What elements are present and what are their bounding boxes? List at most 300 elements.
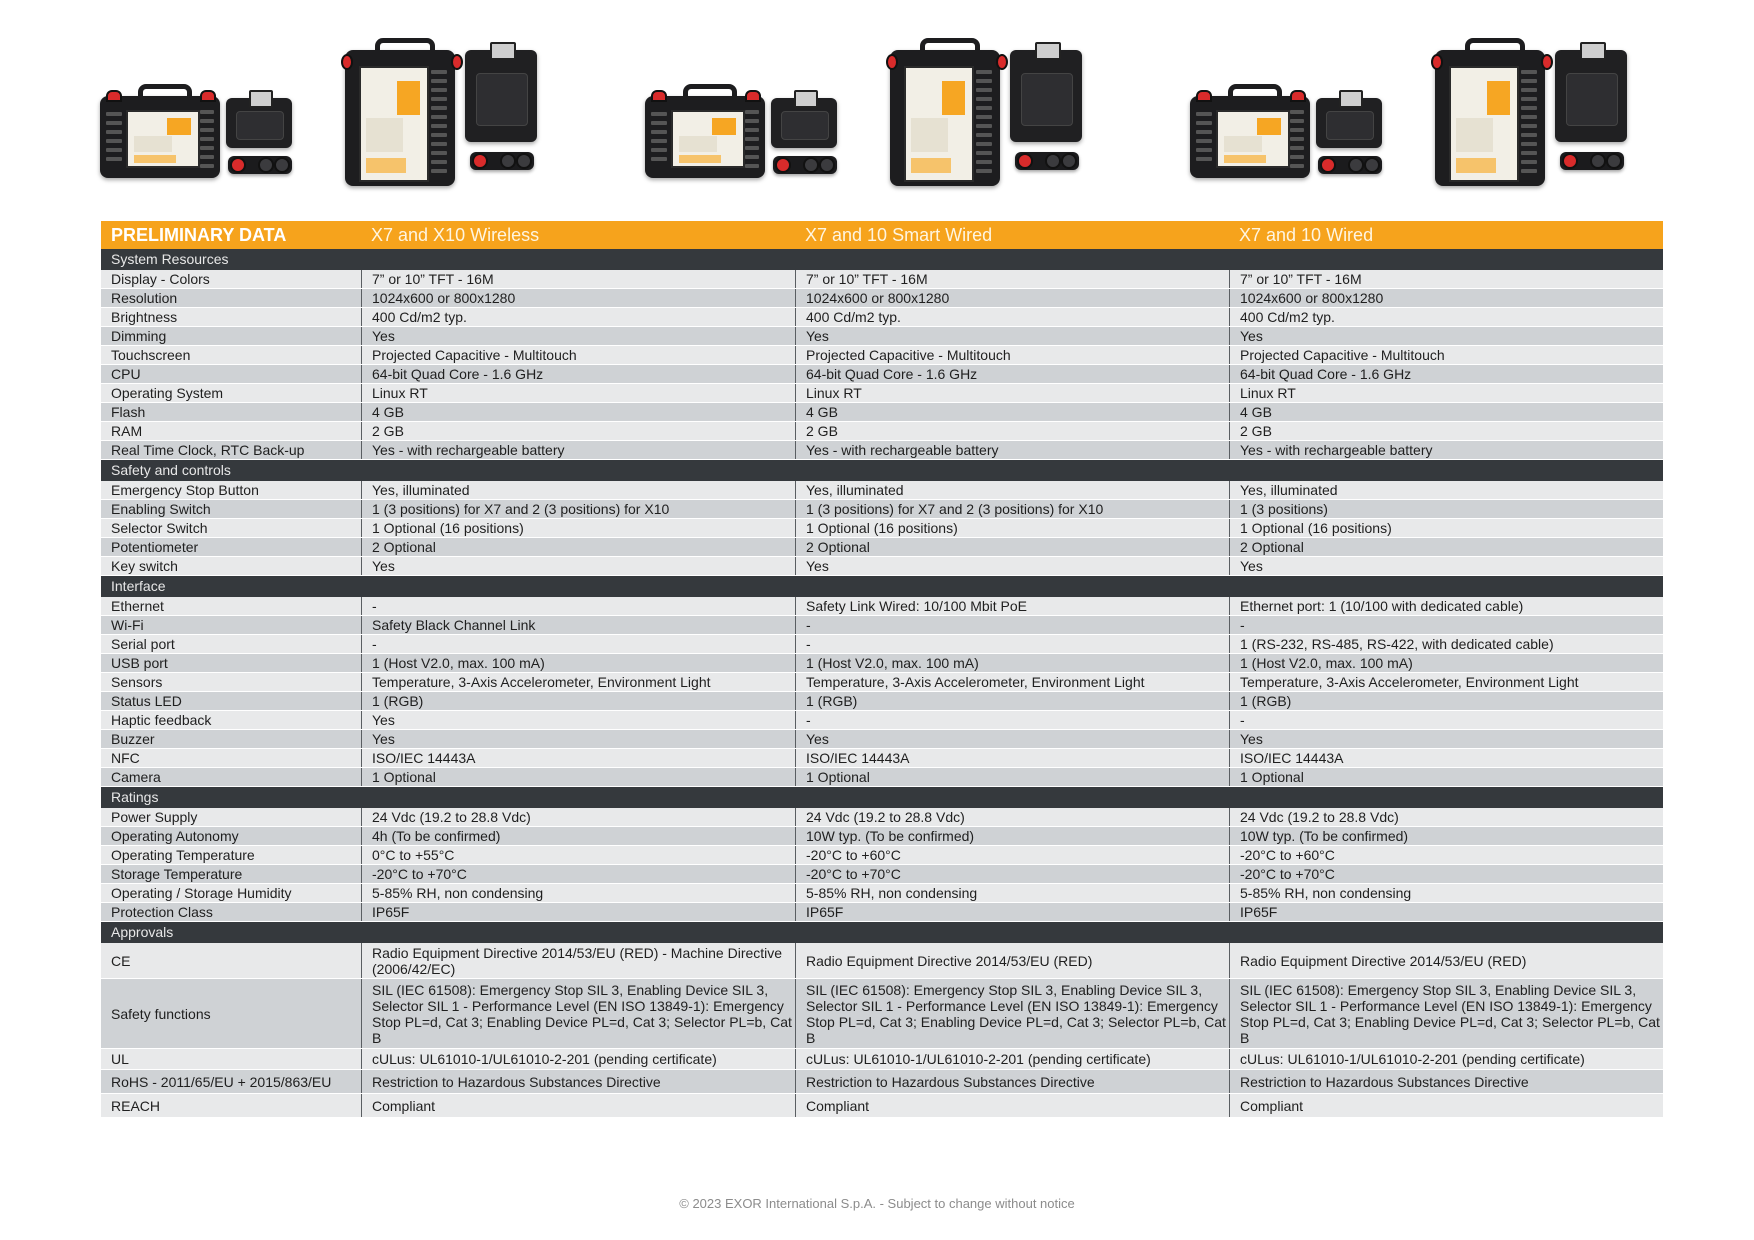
table-row: [101, 346, 1663, 365]
row-value: Safety Link Wired: 10/100 Mbit PoE: [795, 597, 1229, 615]
row-value: 1 (3 positions): [1229, 500, 1663, 518]
row-value: SIL (IEC 61508): Emergency Stop SIL 3, Enabling Device SIL 3, Selector SIL 1 - Performance Level (EN ISO 13849-1): Emergency Stop PL=d, Cat 3; Enabling Device PL=d, Cat 3; Selector PL=b, Cat B: [1229, 979, 1663, 1048]
row-label: Safety functions: [111, 1005, 211, 1022]
row-value: -: [1229, 616, 1663, 634]
table-row: [101, 597, 1663, 616]
device-back-handle: [249, 90, 273, 108]
row-value: 24 Vdc (19.2 to 28.8 Vdc): [795, 808, 1229, 826]
screen-panel: [134, 136, 173, 152]
device-key: [745, 155, 759, 159]
table-row: [101, 327, 1663, 346]
row-value: -: [361, 635, 795, 653]
row-label: Resolution: [111, 290, 178, 306]
device-key: [1290, 128, 1304, 132]
device-key: [1290, 110, 1304, 114]
device-key: [431, 115, 447, 119]
row-value: 1 (RGB): [1229, 692, 1663, 710]
row-value: 1 Optional (16 positions): [795, 519, 1229, 537]
row-value: 1 (3 positions) for X7 and 2 (3 positions) for X10: [361, 500, 795, 518]
row-value: Linux RT: [1229, 384, 1663, 402]
row-value: 1 (Host V2.0, max. 100 mA): [795, 654, 1229, 672]
device-key: [1521, 124, 1537, 128]
row-value: -: [361, 597, 795, 615]
row-value: Yes: [361, 711, 795, 729]
row-value: 5-85% RH, non condensing: [795, 884, 1229, 902]
cradle-button-icon: [472, 153, 488, 169]
device-portrait: [1435, 50, 1545, 186]
header-col-wired: X7 and 10 Wired: [1239, 224, 1374, 245]
table-row: [101, 808, 1663, 827]
device-key: [431, 88, 447, 92]
device-key: [976, 151, 992, 155]
device-key: [1196, 112, 1212, 116]
device-landscape: [1190, 96, 1310, 178]
row-value: SIL (IEC 61508): Emergency Stop SIL 3, Enabling Device SIL 3, Selector SIL 1 - Performance Level (EN ISO 13849-1): Emergency Stop PL=d, Cat 3; Enabling Device PL=d, Cat 3; Selector PL=b, Cat B: [795, 979, 1229, 1048]
row-value: 2 GB: [1229, 422, 1663, 440]
row-value: Linux RT: [795, 384, 1229, 402]
row-label: REACH: [111, 1097, 161, 1114]
device-key: [745, 146, 759, 150]
row-value: cULus: UL61010-1/UL61010-2-201 (pending certificate): [1229, 1049, 1663, 1069]
row-value: Yes, illuminated: [1229, 481, 1663, 499]
cradle-knob-icon: [1045, 153, 1061, 169]
device-screen: [671, 110, 745, 168]
row-value: cULus: UL61010-1/UL61010-2-201 (pending certificate): [361, 1049, 795, 1069]
device-key: [745, 164, 759, 168]
row-value: Yes: [1229, 327, 1663, 345]
row-label: RoHS - 2011/65/EU + 2015/863/EU: [111, 1073, 332, 1090]
table-row: [101, 692, 1663, 711]
emergency-stop-icon: [1196, 90, 1212, 102]
row-value: Yes, illuminated: [795, 481, 1229, 499]
device-screen: [1216, 110, 1290, 168]
screen-panel: [942, 81, 965, 115]
table-row: [101, 308, 1663, 327]
row-value: Yes: [361, 327, 795, 345]
device-back-panel: [1021, 73, 1073, 126]
device-key: [1521, 79, 1537, 83]
row-value: 4h (To be confirmed): [361, 827, 795, 845]
row-label: Touchscreen: [111, 347, 191, 363]
table-row: [101, 979, 1663, 1049]
device-key: [106, 157, 122, 161]
row-value: 400 Cd/m2 typ.: [361, 308, 795, 326]
device-key: [106, 112, 122, 116]
row-value: 4 GB: [795, 403, 1229, 421]
row-label: Status LED: [111, 693, 182, 709]
row-value: 1 Optional (16 positions): [361, 519, 795, 537]
device-key: [1290, 146, 1304, 150]
row-value: Compliant: [1229, 1094, 1663, 1117]
device-key: [976, 115, 992, 119]
table-row: [101, 289, 1663, 308]
device-key: [1196, 121, 1212, 125]
row-value: 24 Vdc (19.2 to 28.8 Vdc): [361, 808, 795, 826]
device-key: [651, 121, 667, 125]
row-value: Yes - with rechargeable battery: [795, 441, 1229, 459]
header-col-wireless: X7 and X10 Wireless: [371, 224, 540, 245]
row-value: 64-bit Quad Core - 1.6 GHz: [795, 365, 1229, 383]
device-key: [431, 169, 447, 173]
screen-panel: [1456, 118, 1492, 152]
device-keys: [1290, 110, 1304, 173]
device-back-panel: [1326, 111, 1374, 141]
product-images: [0, 0, 1754, 220]
cradle-knob-icon: [1590, 153, 1606, 169]
emergency-stop-icon: [106, 90, 122, 102]
device-back-handle: [794, 90, 818, 108]
device-key: [651, 148, 667, 152]
cradle-knob-icon: [803, 157, 819, 173]
device-key: [1521, 88, 1537, 92]
device-keys: [200, 110, 214, 173]
table-row: [101, 635, 1663, 654]
row-value: 1 Optional: [795, 768, 1229, 786]
row-value: 1 (RGB): [361, 692, 795, 710]
device-back-handle: [1580, 42, 1606, 60]
device-cradle: [1015, 152, 1079, 170]
product-group-wireless: [100, 36, 540, 206]
row-label: USB port: [111, 655, 168, 671]
table-row: [101, 500, 1663, 519]
row-value: 1 Optional: [361, 768, 795, 786]
row-label: Dimming: [111, 328, 167, 344]
device-key: [431, 97, 447, 101]
device-key: [431, 160, 447, 164]
device-key: [431, 106, 447, 110]
row-label: UL: [111, 1051, 129, 1067]
row-value: 2 GB: [795, 422, 1229, 440]
screen-panel: [679, 155, 721, 163]
table-row: [101, 846, 1663, 865]
table-row: [101, 730, 1663, 749]
device-key: [200, 110, 214, 114]
device-cradle: [773, 156, 837, 174]
device-key: [1196, 130, 1212, 134]
emergency-stop-icon: [996, 54, 1008, 70]
screen-panel: [366, 158, 406, 174]
cradle-button-icon: [230, 157, 246, 173]
device-back-handle: [490, 42, 516, 60]
table-row: [101, 1049, 1663, 1070]
table-row: [101, 1070, 1663, 1094]
device-key: [976, 160, 992, 164]
device-key: [976, 169, 992, 173]
row-value: Yes, illuminated: [361, 481, 795, 499]
table-row: [101, 441, 1663, 460]
row-value: Yes: [795, 730, 1229, 748]
device-key: [745, 119, 759, 123]
header-col-smart-wired: X7 and 10 Smart Wired: [805, 224, 993, 245]
screen-panel: [167, 118, 192, 134]
row-value: -20°C to +70°C: [795, 865, 1229, 883]
header-label: PRELIMINARY DATA: [111, 224, 287, 245]
row-value: Radio Equipment Directive 2014/53/EU (RED) - Machine Directive (2006/42/EC): [361, 943, 795, 978]
row-label: Sensors: [111, 674, 163, 690]
row-label: Haptic feedback: [111, 712, 212, 728]
row-value: Linux RT: [361, 384, 795, 402]
device-key: [651, 130, 667, 134]
row-label: RAM: [111, 423, 143, 439]
row-value: 64-bit Quad Core - 1.6 GHz: [361, 365, 795, 383]
row-value: SIL (IEC 61508): Emergency Stop SIL 3, Enabling Device SIL 3, Selector SIL 1 - Performance Level (EN ISO 13849-1): Emergency Stop PL=d, Cat 3; Enabling Device PL=d, Cat 3; Selector PL=b, Cat B: [361, 979, 795, 1048]
table-row: [101, 1094, 1663, 1118]
device-back: [1010, 50, 1082, 142]
row-label: Real Time Clock, RTC Back-up: [111, 442, 305, 458]
row-value: Yes: [1229, 557, 1663, 575]
device-back: [771, 98, 837, 148]
row-value: 0°C to +55°C: [361, 846, 795, 864]
device-key: [745, 137, 759, 141]
device-key: [976, 79, 992, 83]
cradle-knob-icon: [819, 157, 835, 173]
screen-panel: [911, 118, 947, 152]
device-key: [1521, 70, 1537, 74]
spec-table: [101, 221, 1663, 1118]
cradle-knob-icon: [258, 157, 274, 173]
table-row: [101, 768, 1663, 787]
cradle-button-icon: [775, 157, 791, 173]
row-value: -: [795, 616, 1229, 634]
row-value: 10W typ. (To be confirmed): [795, 827, 1229, 845]
cradle-knob-icon: [274, 157, 290, 173]
section-header: System Resources: [101, 249, 1663, 270]
row-value: 7” or 10” TFT - 16M: [1229, 270, 1663, 288]
emergency-stop-icon: [886, 54, 898, 70]
row-value: Radio Equipment Directive 2014/53/EU (RED): [1229, 943, 1663, 978]
row-value: IP65F: [1229, 903, 1663, 921]
row-value: 400 Cd/m2 typ.: [795, 308, 1229, 326]
row-value: 1 (RS-232, RS-485, RS-422, with dedicated cable): [1229, 635, 1663, 653]
emergency-stop-icon: [451, 54, 463, 70]
device-key: [1196, 139, 1212, 143]
row-value: 2 GB: [361, 422, 795, 440]
device-key: [431, 124, 447, 128]
device-key: [1521, 142, 1537, 146]
row-label: Wi-Fi: [111, 617, 144, 633]
device-key: [976, 88, 992, 92]
row-value: Ethernet port: 1 (10/100 with dedicated cable): [1229, 597, 1663, 615]
table-row: [101, 384, 1663, 403]
row-value: -: [1229, 711, 1663, 729]
row-value: 1 (Host V2.0, max. 100 mA): [1229, 654, 1663, 672]
row-value: ISO/IEC 14443A: [795, 749, 1229, 767]
row-label: Operating System: [111, 385, 224, 401]
row-value: 2 Optional: [361, 538, 795, 556]
emergency-stop-icon: [1541, 54, 1553, 70]
device-key: [106, 121, 122, 125]
row-label: Operating Autonomy: [111, 828, 239, 844]
row-value: -20°C to +70°C: [1229, 865, 1663, 883]
device-screen: [1449, 66, 1519, 182]
row-value: Yes: [795, 327, 1229, 345]
device-key: [651, 112, 667, 116]
row-value: -20°C to +60°C: [1229, 846, 1663, 864]
device-key: [1521, 133, 1537, 137]
table-row: [101, 616, 1663, 635]
cradle-button-icon: [1562, 153, 1578, 169]
table-row: [101, 884, 1663, 903]
footer-copyright: © 2023 EXOR International S.p.A. - Subject to change without notice: [679, 1196, 1075, 1211]
cradle-button-icon: [1017, 153, 1033, 169]
device-back-panel: [1566, 73, 1618, 126]
row-value: Yes - with rechargeable battery: [361, 441, 795, 459]
device-key: [976, 70, 992, 74]
row-label: Potentiometer: [111, 539, 199, 555]
row-label: Flash: [111, 404, 146, 420]
device-portrait: [890, 50, 1000, 186]
row-value: 7” or 10” TFT - 16M: [361, 270, 795, 288]
device-key: [200, 128, 214, 132]
row-value: 1024x600 or 800x1280: [1229, 289, 1663, 307]
device-keys: [745, 110, 759, 173]
table-row: [101, 711, 1663, 730]
row-label: CPU: [111, 366, 141, 382]
row-label: Serial port: [111, 636, 175, 652]
device-key: [431, 70, 447, 74]
device-key: [745, 128, 759, 132]
device-back-panel: [236, 111, 284, 141]
row-label: Operating Temperature: [111, 847, 255, 863]
device-cradle: [228, 156, 292, 174]
device-key: [431, 151, 447, 155]
row-value: Restriction to Hazardous Substances Directive: [795, 1070, 1229, 1093]
row-label: Emergency Stop Button: [111, 482, 259, 498]
section-header: Safety and controls: [101, 460, 1663, 481]
row-value: 64-bit Quad Core - 1.6 GHz: [1229, 365, 1663, 383]
table-row: [101, 422, 1663, 441]
device-back: [1555, 50, 1627, 142]
row-value: Yes - with rechargeable battery: [1229, 441, 1663, 459]
row-value: Temperature, 3-Axis Accelerometer, Environment Light: [361, 673, 795, 691]
screen-panel: [1257, 118, 1282, 134]
table-row: [101, 865, 1663, 884]
table-row: [101, 903, 1663, 922]
device-key: [200, 155, 214, 159]
device-screen: [904, 66, 974, 182]
table-row: [101, 557, 1663, 576]
row-value: Yes: [795, 557, 1229, 575]
row-value: 7” or 10” TFT - 16M: [795, 270, 1229, 288]
device-back-panel: [781, 111, 829, 141]
row-value: Safety Black Channel Link: [361, 616, 795, 634]
row-label: Brightness: [111, 309, 178, 325]
device-key: [1290, 137, 1304, 141]
device-landscape: [100, 96, 220, 178]
device-portrait: [345, 50, 455, 186]
row-value: IP65F: [795, 903, 1229, 921]
device-keys: [1196, 112, 1212, 166]
row-label: Enabling Switch: [111, 501, 211, 517]
screen-panel: [1224, 155, 1266, 163]
row-value: 5-85% RH, non condensing: [1229, 884, 1663, 902]
row-value: Compliant: [361, 1094, 795, 1117]
row-value: 10W typ. (To be confirmed): [1229, 827, 1663, 845]
table-row: [101, 673, 1663, 692]
cradle-knob-icon: [1348, 157, 1364, 173]
table-row: [101, 943, 1663, 979]
emergency-stop-icon: [745, 90, 761, 102]
screen-panel: [1224, 136, 1263, 152]
device-key: [200, 164, 214, 168]
row-value: 1 (Host V2.0, max. 100 mA): [361, 654, 795, 672]
row-value: 2 Optional: [1229, 538, 1663, 556]
row-value: Projected Capacitive - Multitouch: [361, 346, 795, 364]
device-screen: [359, 66, 429, 182]
table-row: [101, 481, 1663, 500]
cradle-knob-icon: [516, 153, 532, 169]
section-header: Ratings: [101, 787, 1663, 808]
device-screen: [126, 110, 200, 168]
device-cradle: [1318, 156, 1382, 174]
device-key: [431, 79, 447, 83]
device-key: [200, 137, 214, 141]
cradle-knob-icon: [500, 153, 516, 169]
device-back-handle: [1035, 42, 1061, 60]
row-value: 1 Optional: [1229, 768, 1663, 786]
screen-panel: [397, 81, 420, 115]
row-value: 24 Vdc (19.2 to 28.8 Vdc): [1229, 808, 1663, 826]
device-back: [465, 50, 537, 142]
table-body: [101, 249, 1663, 1118]
row-label: CE: [111, 952, 131, 969]
device-key: [431, 142, 447, 146]
row-value: 4 GB: [361, 403, 795, 421]
emergency-stop-icon: [341, 54, 353, 70]
row-label: Key switch: [111, 558, 178, 574]
row-value: -: [795, 711, 1229, 729]
device-back-panel: [476, 73, 528, 126]
device-keys: [1521, 70, 1537, 178]
device-key: [651, 139, 667, 143]
row-value: ISO/IEC 14443A: [1229, 749, 1663, 767]
row-value: ISO/IEC 14443A: [361, 749, 795, 767]
row-label: Buzzer: [111, 731, 155, 747]
row-value: Restriction to Hazardous Substances Directive: [1229, 1070, 1663, 1093]
product-group-smart-wired: [645, 36, 1155, 206]
device-keys: [431, 70, 447, 178]
device-key: [976, 106, 992, 110]
row-label: Camera: [111, 769, 161, 785]
screen-panel: [134, 155, 176, 163]
row-value: 4 GB: [1229, 403, 1663, 421]
device-key: [1290, 164, 1304, 168]
device-key: [651, 157, 667, 161]
device-back: [1316, 98, 1382, 148]
row-value: Radio Equipment Directive 2014/53/EU (RED): [795, 943, 1229, 978]
table-row: [101, 827, 1663, 846]
row-label: Power Supply: [111, 809, 198, 825]
device-key: [1196, 148, 1212, 152]
table-row: [101, 519, 1663, 538]
row-value: 1024x600 or 800x1280: [795, 289, 1229, 307]
device-landscape: [645, 96, 765, 178]
table-row: [101, 538, 1663, 557]
cradle-button-icon: [1320, 157, 1336, 173]
row-value: -20°C to +70°C: [361, 865, 795, 883]
device-key: [976, 133, 992, 137]
row-value: Projected Capacitive - Multitouch: [1229, 346, 1663, 364]
device-keys: [651, 112, 667, 166]
row-value: Compliant: [795, 1094, 1229, 1117]
row-value: 400 Cd/m2 typ.: [1229, 308, 1663, 326]
device-key: [976, 142, 992, 146]
emergency-stop-icon: [200, 90, 216, 102]
emergency-stop-icon: [1290, 90, 1306, 102]
cradle-knob-icon: [1364, 157, 1380, 173]
device-key: [106, 130, 122, 134]
product-group-wired: [1190, 36, 1700, 206]
